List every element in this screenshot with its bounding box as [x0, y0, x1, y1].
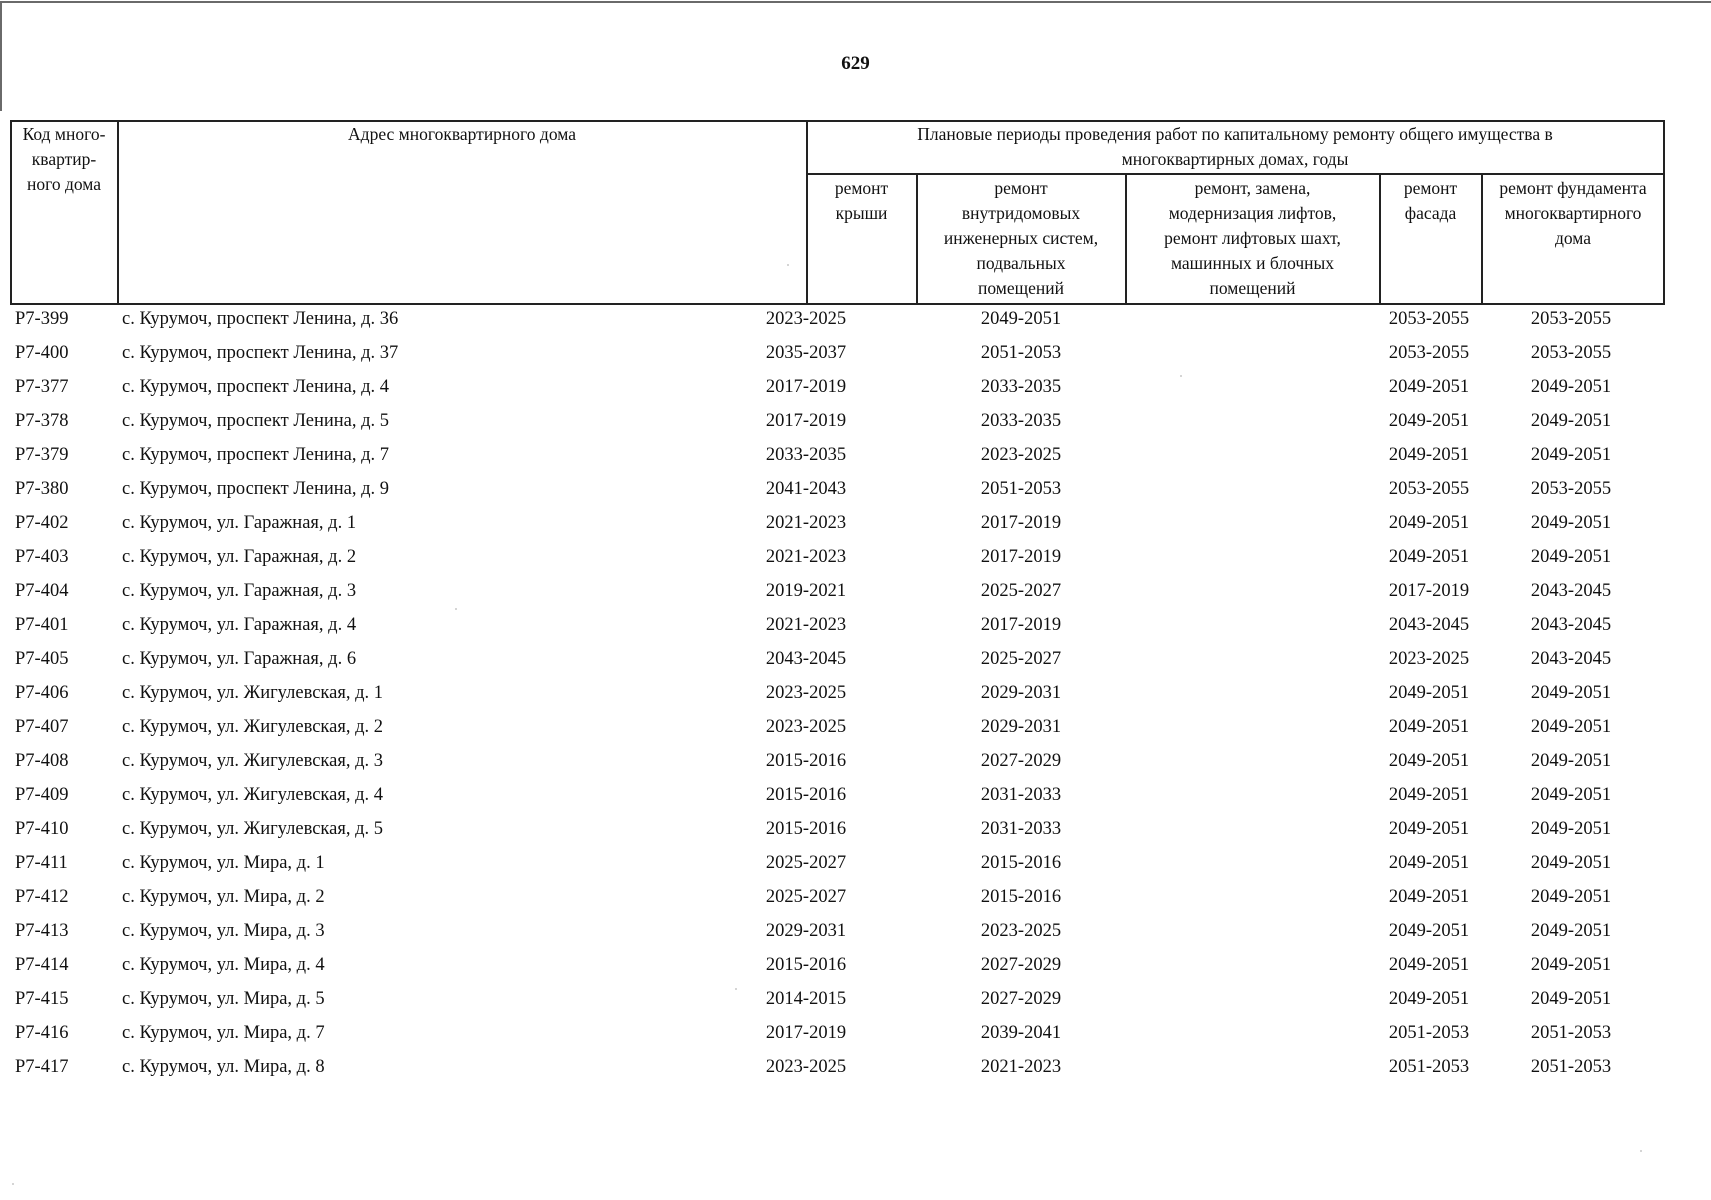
header-systems: ремонт внутридомовых инженерных систем, подвальных помещений	[943, 178, 1099, 298]
cell-code: Р7-417	[15, 1057, 69, 1077]
cell-roof: 2035-2037	[765, 343, 847, 363]
scan-speck	[12, 1183, 14, 1185]
cell-foundation: 2049-2051	[1530, 751, 1612, 771]
table-row	[10, 746, 1665, 780]
cell-address: с. Курумоч, ул. Мира, д. 8	[122, 1057, 325, 1077]
cell-foundation: 2049-2051	[1530, 547, 1612, 567]
cell-facade: 2017-2019	[1388, 581, 1470, 601]
table-row	[10, 610, 1665, 644]
cell-address: с. Курумоч, проспект Ленина, д. 5	[122, 411, 390, 431]
cell-address: с. Курумоч, ул. Гаражная, д. 3	[122, 581, 357, 601]
cell-foundation: 2049-2051	[1530, 819, 1612, 839]
cell-address: с. Курумоч, ул. Мира, д. 7	[122, 1023, 325, 1043]
cell-systems: 2017-2019	[980, 547, 1062, 567]
cell-facade: 2023-2025	[1388, 649, 1470, 669]
cell-foundation: 2049-2051	[1530, 445, 1612, 465]
cell-facade: 2049-2051	[1388, 989, 1470, 1009]
table-row	[10, 440, 1665, 474]
cell-facade: 2051-2053	[1388, 1023, 1470, 1043]
cell-foundation: 2049-2051	[1530, 955, 1612, 975]
cell-systems: 2031-2033	[980, 785, 1062, 805]
cell-address: с. Курумоч, ул. Гаражная, д. 4	[122, 615, 357, 635]
cell-systems: 2049-2051	[980, 309, 1062, 329]
cell-systems: 2029-2031	[980, 683, 1062, 703]
cell-facade: 2049-2051	[1388, 785, 1470, 805]
cell-roof: 2017-2019	[765, 1023, 847, 1043]
table-row	[10, 1052, 1665, 1086]
cell-address: с. Курумоч, ул. Гаражная, д. 1	[122, 513, 357, 533]
cell-systems: 2017-2019	[980, 615, 1062, 635]
scan-speck	[1640, 1150, 1642, 1152]
cell-facade: 2049-2051	[1388, 751, 1470, 771]
table-row	[10, 372, 1665, 406]
scan-speck	[787, 264, 789, 266]
cell-code: Р7-412	[15, 887, 69, 907]
cell-facade: 2053-2055	[1388, 479, 1470, 499]
cell-roof: 2043-2045	[765, 649, 847, 669]
divider-code-address	[117, 120, 119, 305]
cell-address: с. Курумоч, ул. Мира, д. 5	[122, 989, 325, 1009]
cell-code: Р7-378	[15, 411, 69, 431]
cell-code: Р7-410	[15, 819, 69, 839]
cell-roof: 2025-2027	[765, 887, 847, 907]
cell-facade: 2049-2051	[1388, 683, 1470, 703]
cell-systems: 2031-2033	[980, 819, 1062, 839]
cell-code: Р7-405	[15, 649, 69, 669]
cell-code: Р7-404	[15, 581, 69, 601]
table-row	[10, 338, 1665, 372]
cell-foundation: 2053-2055	[1530, 309, 1612, 329]
cell-facade: 2049-2051	[1388, 853, 1470, 873]
cell-code: Р7-377	[15, 377, 69, 397]
cell-systems: 2027-2029	[980, 955, 1062, 975]
table-row	[10, 508, 1665, 542]
cell-systems: 2027-2029	[980, 751, 1062, 771]
cell-address: с. Курумоч, ул. Мира, д. 3	[122, 921, 325, 941]
cell-facade: 2053-2055	[1388, 343, 1470, 363]
header-address: Адрес многоквартирного дома	[348, 124, 576, 144]
cell-systems: 2051-2053	[980, 343, 1062, 363]
header-lifts: ремонт, замена, модернизация лифтов, ремонт лифтовых шахт, машинных и блочных помещений	[1164, 178, 1341, 298]
cell-code: Р7-409	[15, 785, 69, 805]
cell-systems: 2017-2019	[980, 513, 1062, 533]
scan-speck	[735, 988, 737, 990]
cell-address: с. Курумоч, проспект Ленина, д. 7	[122, 445, 390, 465]
cell-foundation: 2049-2051	[1530, 411, 1612, 431]
table-header	[10, 120, 1665, 305]
cell-address: с. Курумоч, проспект Ленина, д. 9	[122, 479, 390, 499]
cell-facade: 2049-2051	[1388, 921, 1470, 941]
cell-roof: 2021-2023	[765, 547, 847, 567]
cell-facade: 2053-2055	[1388, 309, 1470, 329]
cell-address: с. Курумоч, ул. Гаражная, д. 2	[122, 547, 357, 567]
scan-top-edge	[0, 1, 1711, 3]
cell-code: Р7-402	[15, 513, 69, 533]
cell-facade: 2043-2045	[1388, 615, 1470, 635]
cell-roof: 2025-2027	[765, 853, 847, 873]
cell-address: с. Курумоч, ул. Гаражная, д. 6	[122, 649, 357, 669]
cell-systems: 2029-2031	[980, 717, 1062, 737]
cell-roof: 2023-2025	[765, 1057, 847, 1077]
cell-roof: 2023-2025	[765, 309, 847, 329]
scan-speck	[1180, 375, 1182, 377]
cell-roof: 2041-2043	[765, 479, 847, 499]
cell-foundation: 2049-2051	[1530, 717, 1612, 737]
table-row	[10, 916, 1665, 950]
cell-foundation: 2049-2051	[1530, 785, 1612, 805]
cell-code: Р7-413	[15, 921, 69, 941]
cell-systems: 2033-2035	[980, 411, 1062, 431]
header-facade: ремонт фасада	[1403, 178, 1458, 223]
cell-code: Р7-379	[15, 445, 69, 465]
cell-address: с. Курумоч, ул. Мира, д. 4	[122, 955, 325, 975]
table-row	[10, 712, 1665, 746]
cell-facade: 2049-2051	[1388, 547, 1470, 567]
table-row	[10, 678, 1665, 712]
cell-systems: 2051-2053	[980, 479, 1062, 499]
cell-code: Р7-407	[15, 717, 69, 737]
cell-code: Р7-415	[15, 989, 69, 1009]
header-border-right	[1663, 120, 1665, 305]
cell-roof: 2021-2023	[765, 513, 847, 533]
cell-roof: 2023-2025	[765, 717, 847, 737]
cell-address: с. Курумоч, ул. Жигулевская, д. 2	[122, 717, 383, 737]
cell-address: с. Курумоч, проспект Ленина, д. 37	[122, 343, 399, 363]
cell-facade: 2049-2051	[1388, 955, 1470, 975]
table-row	[10, 950, 1665, 984]
cell-code: Р7-403	[15, 547, 69, 567]
cell-roof: 2033-2035	[765, 445, 847, 465]
cell-address: с. Курумоч, ул. Мира, д. 2	[122, 887, 325, 907]
cell-foundation: 2049-2051	[1530, 887, 1612, 907]
divider-periods-subheaders	[806, 173, 1664, 175]
cell-code: Р7-400	[15, 343, 69, 363]
table-row	[10, 576, 1665, 610]
cell-roof: 2015-2016	[765, 751, 847, 771]
cell-systems: 2027-2029	[980, 989, 1062, 1009]
cell-address: с. Курумоч, проспект Ленина, д. 4	[122, 377, 390, 397]
header-foundation: ремонт фундамента многоквартирного дома	[1499, 178, 1647, 248]
cell-foundation: 2043-2045	[1530, 581, 1612, 601]
cell-address: с. Курумоч, проспект Ленина, д. 36	[122, 309, 399, 329]
cell-code: Р7-416	[15, 1023, 69, 1043]
cell-code: Р7-401	[15, 615, 69, 635]
cell-systems: 2021-2023	[980, 1057, 1062, 1077]
cell-foundation: 2049-2051	[1530, 683, 1612, 703]
cell-code: Р7-399	[15, 309, 69, 329]
cell-roof: 2021-2023	[765, 615, 847, 635]
cell-roof: 2015-2016	[765, 819, 847, 839]
cell-address: с. Курумоч, ул. Жигулевская, д. 4	[122, 785, 383, 805]
table-row	[10, 644, 1665, 678]
cell-foundation: 2051-2053	[1530, 1057, 1612, 1077]
cell-foundation: 2049-2051	[1530, 853, 1612, 873]
cell-roof: 2017-2019	[765, 411, 847, 431]
header-periods: Плановые периоды проведения работ по капитальному ремонту общего имущества в многоквартирных домах, годы	[917, 124, 1553, 169]
cell-code: Р7-414	[15, 955, 69, 975]
cell-facade: 2049-2051	[1388, 887, 1470, 907]
cell-systems: 2023-2025	[980, 921, 1062, 941]
header-code: Код много- квартир- ного дома	[22, 124, 106, 194]
page-number: 629	[841, 53, 870, 74]
cell-facade: 2049-2051	[1388, 445, 1470, 465]
table-body	[10, 304, 1665, 1086]
table-row	[10, 814, 1665, 848]
table-row	[10, 984, 1665, 1018]
cell-facade: 2049-2051	[1388, 513, 1470, 533]
table-row	[10, 474, 1665, 508]
cell-roof: 2014-2015	[765, 989, 847, 1009]
cell-facade: 2049-2051	[1388, 377, 1470, 397]
cell-foundation: 2043-2045	[1530, 649, 1612, 669]
table-row	[10, 1018, 1665, 1052]
cell-foundation: 2049-2051	[1530, 377, 1612, 397]
cell-address: с. Курумоч, ул. Жигулевская, д. 5	[122, 819, 383, 839]
cell-foundation: 2053-2055	[1530, 479, 1612, 499]
cell-roof: 2029-2031	[765, 921, 847, 941]
table-row	[10, 406, 1665, 440]
cell-foundation: 2043-2045	[1530, 615, 1612, 635]
cell-systems: 2015-2016	[980, 887, 1062, 907]
table-row	[10, 542, 1665, 576]
cell-foundation: 2049-2051	[1530, 513, 1612, 533]
cell-roof: 2017-2019	[765, 377, 847, 397]
header-roof: ремонт крыши	[834, 178, 889, 223]
cell-systems: 2025-2027	[980, 649, 1062, 669]
cell-systems: 2023-2025	[980, 445, 1062, 465]
table-row	[10, 848, 1665, 882]
table-row	[10, 882, 1665, 916]
cell-roof: 2019-2021	[765, 581, 847, 601]
cell-facade: 2051-2053	[1388, 1057, 1470, 1077]
cell-code: Р7-411	[15, 853, 68, 873]
cell-address: с. Курумоч, ул. Мира, д. 1	[122, 853, 325, 873]
cell-facade: 2049-2051	[1388, 717, 1470, 737]
cell-code: Р7-408	[15, 751, 69, 771]
cell-facade: 2049-2051	[1388, 411, 1470, 431]
cell-code: Р7-406	[15, 683, 69, 703]
cell-systems: 2033-2035	[980, 377, 1062, 397]
table-row	[10, 780, 1665, 814]
cell-address: с. Курумоч, ул. Жигулевская, д. 3	[122, 751, 383, 771]
cell-roof: 2015-2016	[765, 955, 847, 975]
cell-foundation: 2051-2053	[1530, 1023, 1612, 1043]
table-row	[10, 304, 1665, 338]
cell-facade: 2049-2051	[1388, 819, 1470, 839]
scan-speck	[455, 608, 457, 610]
cell-roof: 2015-2016	[765, 785, 847, 805]
cell-address: с. Курумоч, ул. Жигулевская, д. 1	[122, 683, 383, 703]
cell-roof: 2023-2025	[765, 683, 847, 703]
cell-systems: 2025-2027	[980, 581, 1062, 601]
cell-systems: 2015-2016	[980, 853, 1062, 873]
cell-foundation: 2053-2055	[1530, 343, 1612, 363]
cell-foundation: 2049-2051	[1530, 921, 1612, 941]
cell-foundation: 2049-2051	[1530, 989, 1612, 1009]
cell-systems: 2039-2041	[980, 1023, 1062, 1043]
cell-code: Р7-380	[15, 479, 69, 499]
